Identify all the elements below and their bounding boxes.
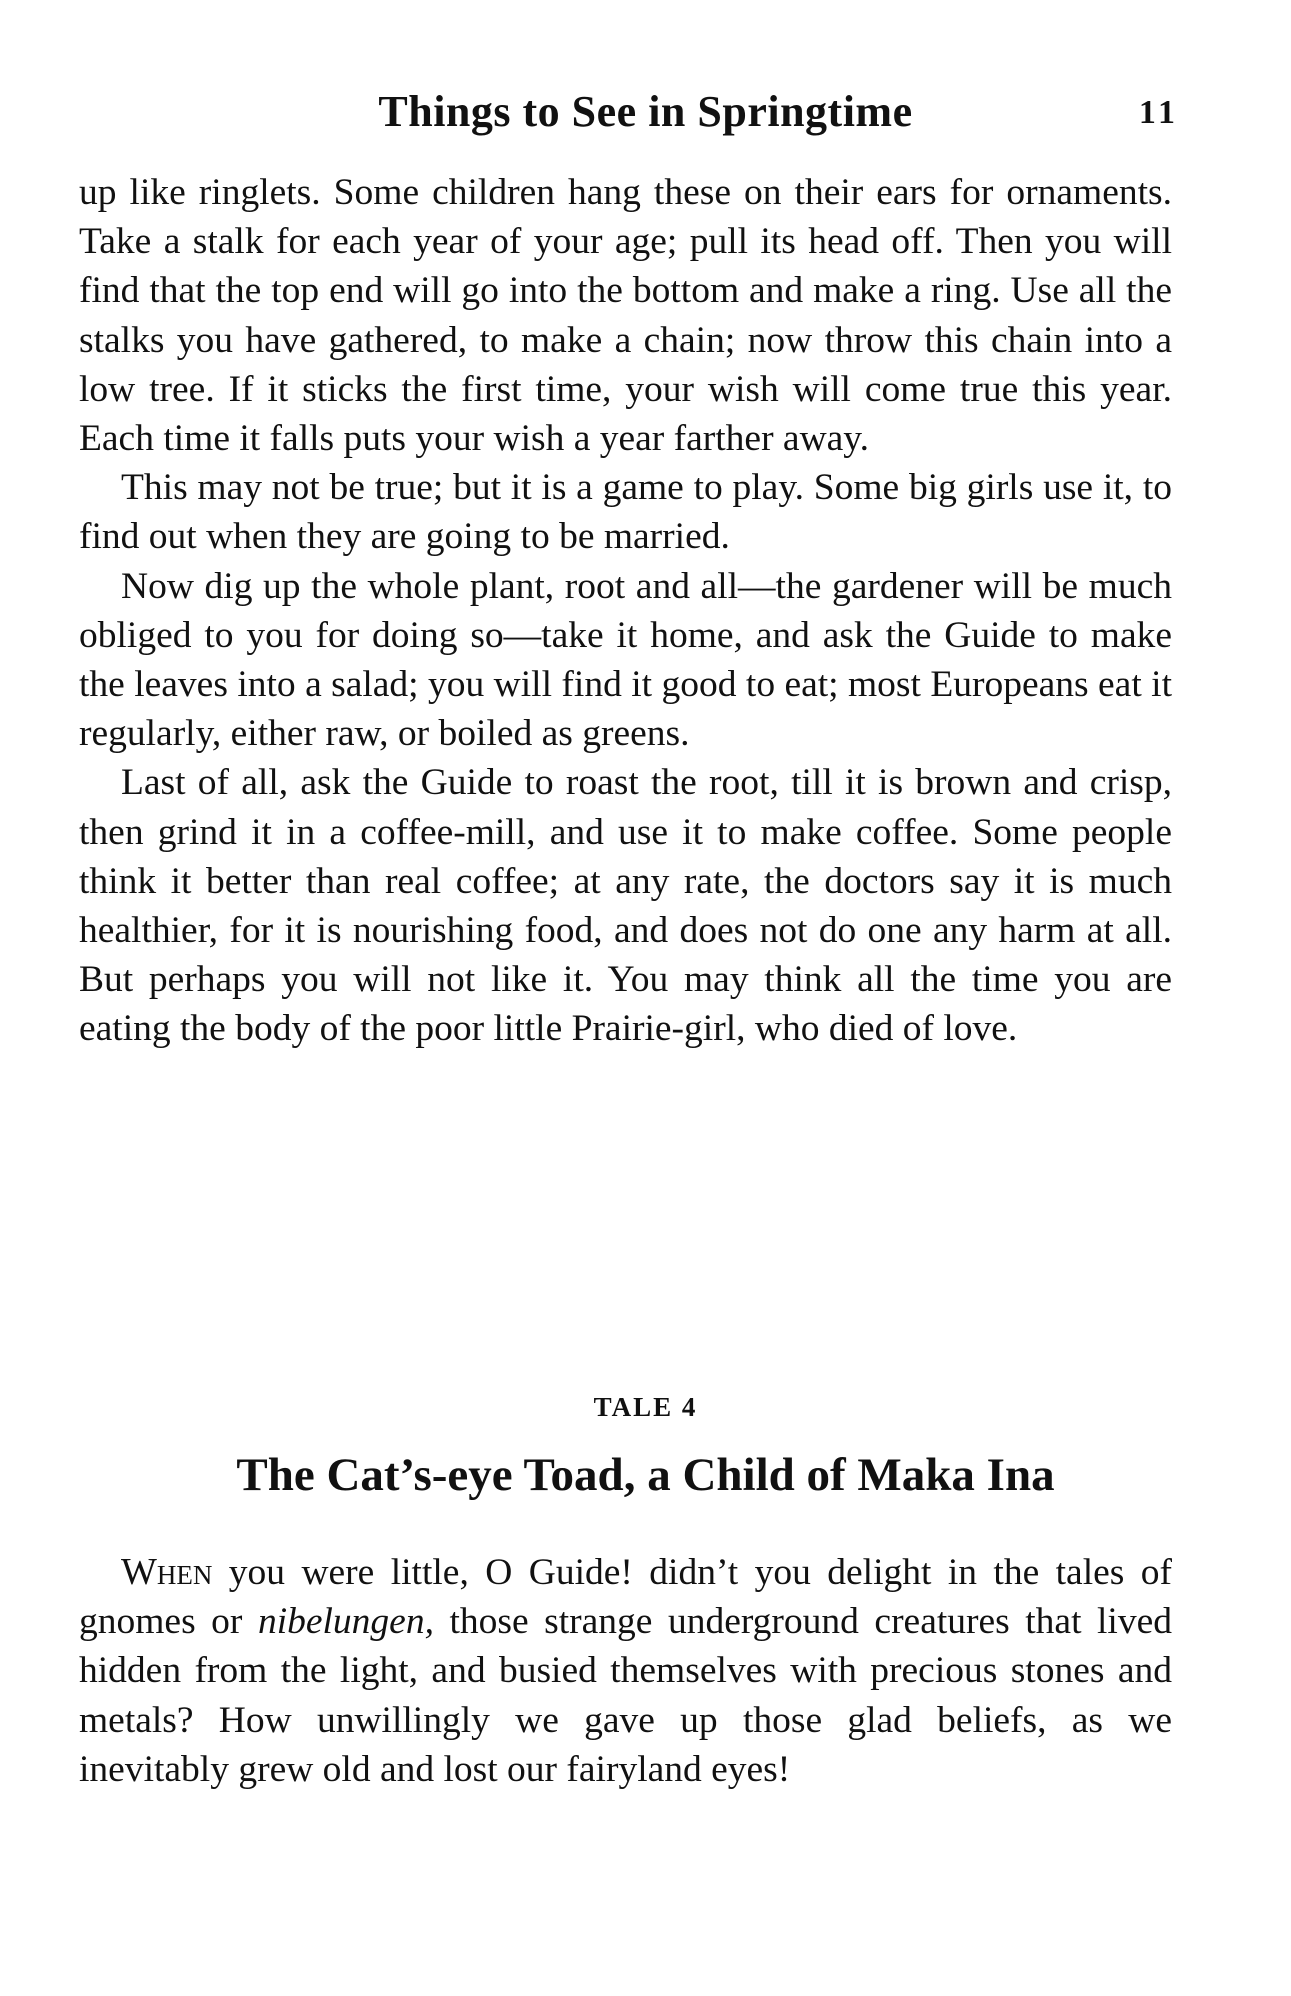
- italic-term: nibelungen,: [257, 1601, 434, 1643]
- paragraph: up like ringlets. Some children hang these on their ears for ornaments. Take a stalk for each year of your age; pull its head off. Then you will find that the top end will go into the bottom and make a ring. Use all the stalks you have gathered, to make a chain; now throw this chain into a low tree. If it sticks the first time, your wish will come true this year. Each time it falls puts your wish a year farther away.: [79, 172, 1172, 460]
- opening-word: When: [121, 1551, 213, 1593]
- tale-opening-paragraph: [79, 1548, 1172, 1794]
- running-title: Things to See in Springtime: [378, 87, 913, 136]
- paragraph: Now dig up the whole plant, root and all—the gardener will be much obliged to you for doing so—take it home, and ask the Guide to make the leaves into a salad; you will find it good to eat; most Europeans eat it regularly, either raw, or boiled as greens.: [79, 565, 1172, 755]
- paragraph: This may not be true; but it is a game to play. Some big girls use it, to find out when they are going to be married.: [79, 467, 1172, 558]
- page-number: 11: [1138, 94, 1179, 131]
- tale-label: TALE 4: [593, 1392, 698, 1422]
- running-head: [0, 86, 1291, 146]
- text-segment: those strange underground creatures that lived hidden from the light, and busied themselves with precious stones and metals? How unwillingly we gave up those glad beliefs, as we inevitably grew old and lost our fairyland eyes!: [79, 1601, 1172, 1790]
- paragraph: Last of all, ask the Guide to roast the root, till it is brown and crisp, then grind it in a coffee-mill, and use it to make coffee. Some people think it better than real coffee; at any rate, the doctors say it is much healthier, for it is nourishing food, and does not do one any harm at all. But perhaps you will not like it. You may think all the time you are eating the body of the poor little Prairie-girl, who died of love.: [79, 762, 1172, 1050]
- text-segment: you were little, O Guide! didn’t you delight in the tales of gnomes or: [79, 1552, 1172, 1643]
- body-text-top: [79, 168, 1172, 1054]
- tale-title: The Cat’s-eye Toad, a Child of Maka Ina: [236, 1449, 1055, 1501]
- body-text-tale: [79, 1548, 1172, 1794]
